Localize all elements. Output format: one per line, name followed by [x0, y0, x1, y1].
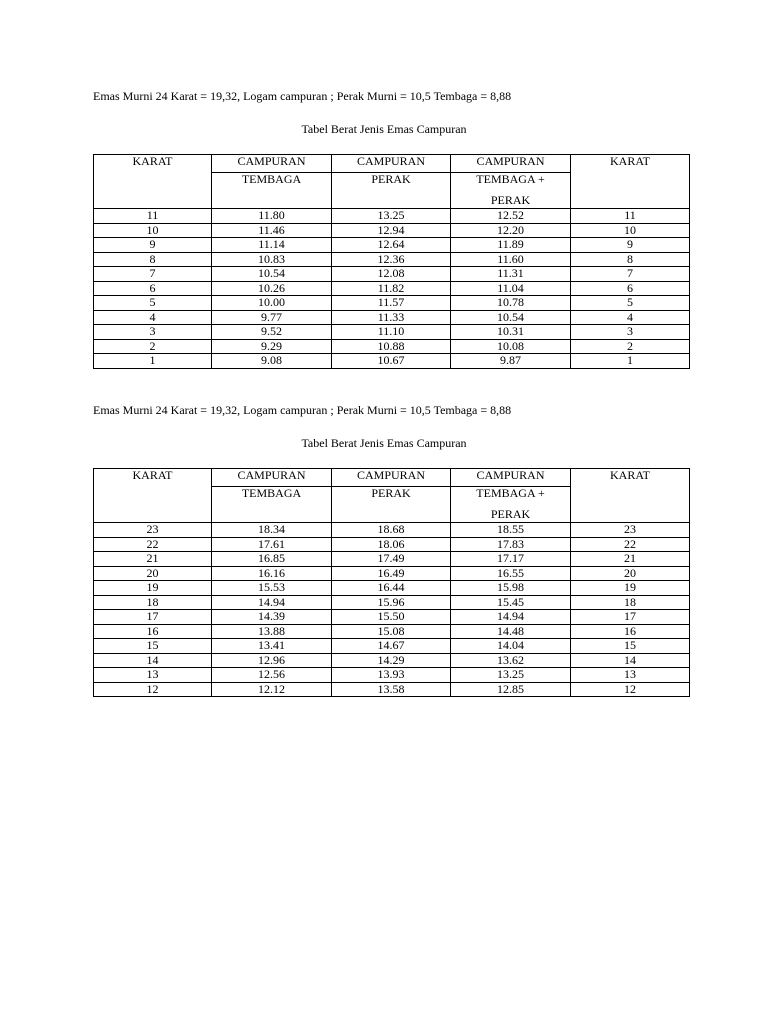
- cell-campuran-tembaga: 10.54: [212, 267, 332, 282]
- cell-campuran-perak: 11.82: [332, 281, 451, 296]
- table-row: [94, 325, 690, 340]
- cell-campuran-perak: 12.36: [332, 252, 451, 267]
- cell-karat-left: 18: [94, 595, 212, 610]
- cell-campuran-tembaga-perak: 14.48: [451, 624, 571, 639]
- table-row: [94, 566, 690, 581]
- cell-campuran-tembaga: 11.80: [212, 209, 332, 224]
- cell-karat-left: 2: [94, 339, 212, 354]
- cell-karat-left: 22: [94, 537, 212, 552]
- cell-karat-left: 1: [94, 354, 212, 369]
- cell-campuran-tembaga-perak: 17.17: [451, 552, 571, 567]
- table-row: [94, 595, 690, 610]
- cell-campuran-tembaga-perak: 13.62: [451, 653, 571, 668]
- cell-campuran-tembaga-perak: 11.31: [451, 267, 571, 282]
- header-perak: PERAK: [332, 487, 451, 523]
- cell-campuran-tembaga-perak: 16.55: [451, 566, 571, 581]
- table-row: [94, 682, 690, 697]
- cell-campuran-tembaga-perak: 12.52: [451, 209, 571, 224]
- table-row: [94, 537, 690, 552]
- cell-campuran-tembaga: 18.34: [212, 523, 332, 538]
- table-row: [94, 281, 690, 296]
- cell-karat-left: 4: [94, 310, 212, 325]
- cell-campuran-tembaga: 9.08: [212, 354, 332, 369]
- cell-campuran-tembaga: 14.94: [212, 595, 332, 610]
- cell-campuran-tembaga-perak: 11.89: [451, 238, 571, 253]
- cell-karat-right: 21: [571, 552, 690, 567]
- cell-campuran-tembaga-perak: 15.45: [451, 595, 571, 610]
- cell-karat-right: 15: [571, 639, 690, 654]
- cell-campuran-tembaga: 9.52: [212, 325, 332, 340]
- header-campuran-perak-top: CAMPURAN: [332, 155, 451, 173]
- table-row: [94, 552, 690, 567]
- header-karat-right: KARAT: [571, 155, 690, 209]
- density-table-2: [93, 468, 690, 697]
- cell-campuran-perak: 14.29: [332, 653, 451, 668]
- cell-karat-left: 10: [94, 223, 212, 238]
- table-row: [94, 354, 690, 369]
- cell-karat-left: 16: [94, 624, 212, 639]
- table-body-1: [94, 209, 690, 369]
- cell-campuran-tembaga: 10.26: [212, 281, 332, 296]
- cell-campuran-tembaga: 15.53: [212, 581, 332, 596]
- cell-campuran-tembaga: 10.83: [212, 252, 332, 267]
- table-row: [94, 252, 690, 267]
- cell-karat-right: 8: [571, 252, 690, 267]
- header-karat-left: KARAT: [94, 155, 212, 209]
- table-row: [94, 610, 690, 625]
- cell-campuran-tembaga-perak: 13.25: [451, 668, 571, 683]
- cell-campuran-tembaga-perak: 11.04: [451, 281, 571, 296]
- cell-karat-right: 11: [571, 209, 690, 224]
- cell-karat-left: 19: [94, 581, 212, 596]
- cell-karat-right: 5: [571, 296, 690, 311]
- header-karat-right: KARAT: [571, 469, 690, 523]
- cell-karat-right: 20: [571, 566, 690, 581]
- cell-campuran-tembaga: 9.29: [212, 339, 332, 354]
- table-row: [94, 624, 690, 639]
- cell-campuran-tembaga-perak: 10.54: [451, 310, 571, 325]
- cell-karat-left: 3: [94, 325, 212, 340]
- cell-karat-right: 3: [571, 325, 690, 340]
- cell-campuran-perak: 15.50: [332, 610, 451, 625]
- cell-campuran-perak: 12.08: [332, 267, 451, 282]
- header-campuran-perak-top: CAMPURAN: [332, 469, 451, 487]
- cell-campuran-tembaga: 13.88: [212, 624, 332, 639]
- cell-campuran-perak: 10.88: [332, 339, 451, 354]
- cell-karat-left: 8: [94, 252, 212, 267]
- cell-karat-right: 17: [571, 610, 690, 625]
- cell-campuran-perak: 17.49: [332, 552, 451, 567]
- cell-campuran-tembaga-perak: 14.04: [451, 639, 571, 654]
- cell-karat-left: 7: [94, 267, 212, 282]
- table-row: [94, 223, 690, 238]
- cell-karat-right: 6: [571, 281, 690, 296]
- table-row: [94, 238, 690, 253]
- header-karat-left: KARAT: [94, 469, 212, 523]
- cell-campuran-tembaga-perak: 15.98: [451, 581, 571, 596]
- cell-karat-left: 21: [94, 552, 212, 567]
- table-row: [94, 267, 690, 282]
- cell-karat-left: 12: [94, 682, 212, 697]
- cell-campuran-tembaga: 16.85: [212, 552, 332, 567]
- cell-campuran-tembaga: 12.56: [212, 668, 332, 683]
- cell-campuran-tembaga-perak: 12.85: [451, 682, 571, 697]
- cell-campuran-perak: 11.57: [332, 296, 451, 311]
- table-row: [94, 668, 690, 683]
- header-tembaga-plus-perak: [451, 487, 571, 523]
- cell-campuran-tembaga-perak: 10.08: [451, 339, 571, 354]
- cell-campuran-tembaga-perak: 12.20: [451, 223, 571, 238]
- cell-karat-right: 14: [571, 653, 690, 668]
- table-row: [94, 639, 690, 654]
- cell-karat-left: 14: [94, 653, 212, 668]
- table-row: [94, 296, 690, 311]
- cell-karat-left: 15: [94, 639, 212, 654]
- cell-karat-right: 1: [571, 354, 690, 369]
- header-tembaga: TEMBAGA: [212, 173, 332, 209]
- cell-karat-right: 23: [571, 523, 690, 538]
- cell-karat-right: 10: [571, 223, 690, 238]
- cell-karat-left: 5: [94, 296, 212, 311]
- cell-campuran-tembaga-perak: 17.83: [451, 537, 571, 552]
- cell-campuran-perak: 16.49: [332, 566, 451, 581]
- cell-karat-left: 11: [94, 209, 212, 224]
- header-tembaga-plus: TEMBAGA +: [476, 172, 545, 186]
- cell-karat-right: 2: [571, 339, 690, 354]
- cell-campuran-tembaga: 11.46: [212, 223, 332, 238]
- cell-campuran-tembaga: 12.96: [212, 653, 332, 668]
- cell-karat-right: 13: [571, 668, 690, 683]
- cell-campuran-tembaga-perak: 14.94: [451, 610, 571, 625]
- header-perak-line2: PERAK: [490, 193, 531, 207]
- cell-karat-left: 6: [94, 281, 212, 296]
- header-campuran-tembaga-top: CAMPURAN: [212, 155, 332, 173]
- header-perak: PERAK: [332, 173, 451, 209]
- cell-campuran-perak: 15.96: [332, 595, 451, 610]
- cell-campuran-perak: 13.25: [332, 209, 451, 224]
- cell-campuran-tembaga-perak: 9.87: [451, 354, 571, 369]
- cell-karat-left: 9: [94, 238, 212, 253]
- header-tembaga-plus: TEMBAGA +: [476, 486, 545, 500]
- cell-campuran-perak: 14.67: [332, 639, 451, 654]
- cell-campuran-tembaga: 11.14: [212, 238, 332, 253]
- cell-karat-left: 17: [94, 610, 212, 625]
- table-row: [94, 339, 690, 354]
- cell-campuran-perak: 13.58: [332, 682, 451, 697]
- cell-campuran-perak: 18.06: [332, 537, 451, 552]
- cell-campuran-perak: 11.10: [332, 325, 451, 340]
- cell-campuran-tembaga-perak: 11.60: [451, 252, 571, 267]
- table-row: [94, 523, 690, 538]
- table-caption-2: Tabel Berat Jenis Emas Campuran: [301, 436, 467, 450]
- table-row: [94, 310, 690, 325]
- header-campuran-tembaga-perak-top: CAMPURAN: [451, 155, 571, 173]
- cell-campuran-perak: 18.68: [332, 523, 451, 538]
- cell-karat-left: 13: [94, 668, 212, 683]
- cell-karat-right: 9: [571, 238, 690, 253]
- cell-campuran-tembaga: 14.39: [212, 610, 332, 625]
- cell-campuran-tembaga-perak: 10.31: [451, 325, 571, 340]
- cell-campuran-perak: 15.08: [332, 624, 451, 639]
- cell-karat-right: 7: [571, 267, 690, 282]
- cell-campuran-perak: 11.33: [332, 310, 451, 325]
- header-tembaga-plus-perak: [451, 173, 571, 209]
- cell-campuran-tembaga: 17.61: [212, 537, 332, 552]
- table-row: [94, 653, 690, 668]
- cell-karat-right: 18: [571, 595, 690, 610]
- cell-campuran-tembaga: 16.16: [212, 566, 332, 581]
- cell-campuran-tembaga: 13.41: [212, 639, 332, 654]
- cell-karat-right: 16: [571, 624, 690, 639]
- cell-karat-right: 22: [571, 537, 690, 552]
- header-perak-line2: PERAK: [490, 507, 531, 521]
- cell-campuran-tembaga: 12.12: [212, 682, 332, 697]
- cell-karat-left: 20: [94, 566, 212, 581]
- table-row: [94, 581, 690, 596]
- cell-karat-right: 4: [571, 310, 690, 325]
- density-table-1: [93, 154, 690, 369]
- cell-campuran-tembaga: 9.77: [212, 310, 332, 325]
- cell-campuran-tembaga: 10.00: [212, 296, 332, 311]
- table-row: [94, 209, 690, 224]
- table-caption-1: Tabel Berat Jenis Emas Campuran: [301, 122, 467, 136]
- intro-text-1: Emas Murni 24 Karat = 19,32, Logam campuran ; Perak Murni = 10,5 Tembaga = 8,88: [93, 89, 512, 103]
- cell-campuran-perak: 16.44: [332, 581, 451, 596]
- cell-karat-left: 23: [94, 523, 212, 538]
- cell-campuran-tembaga-perak: 10.78: [451, 296, 571, 311]
- cell-campuran-perak: 10.67: [332, 354, 451, 369]
- cell-campuran-perak: 12.94: [332, 223, 451, 238]
- header-campuran-tembaga-top: CAMPURAN: [212, 469, 332, 487]
- cell-campuran-perak: 12.64: [332, 238, 451, 253]
- intro-text-2: Emas Murni 24 Karat = 19,32, Logam campuran ; Perak Murni = 10,5 Tembaga = 8,88: [93, 403, 512, 417]
- cell-karat-right: 19: [571, 581, 690, 596]
- header-tembaga: TEMBAGA: [212, 487, 332, 523]
- cell-campuran-perak: 13.93: [332, 668, 451, 683]
- header-campuran-tembaga-perak-top: CAMPURAN: [451, 469, 571, 487]
- cell-campuran-tembaga-perak: 18.55: [451, 523, 571, 538]
- cell-karat-right: 12: [571, 682, 690, 697]
- table-body-2: [94, 523, 690, 697]
